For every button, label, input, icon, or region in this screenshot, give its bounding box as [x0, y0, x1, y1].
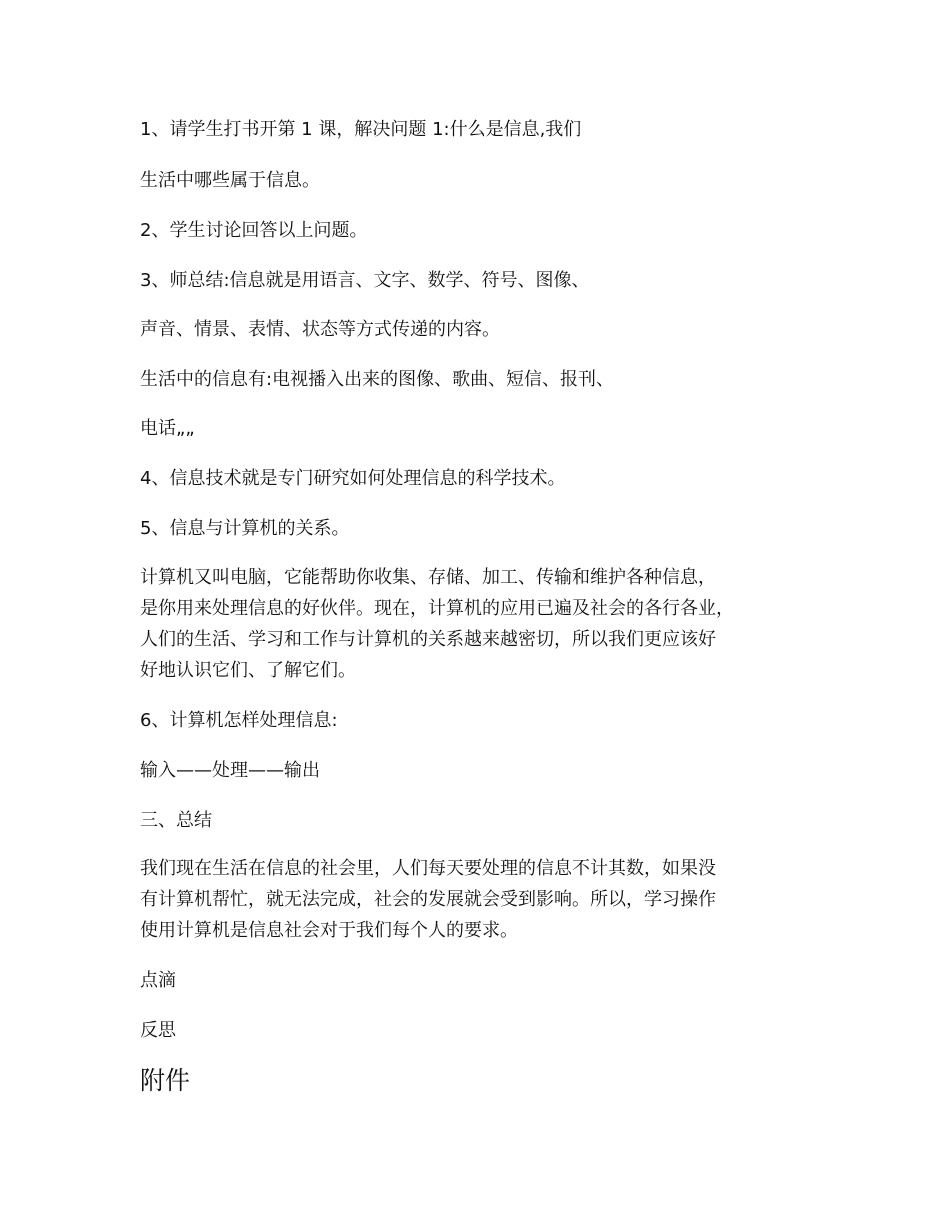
paragraph-line: 使用计算机是信息社会对于我们每个人的要求。 [140, 920, 518, 941]
text-line-12: 三、总结 [140, 810, 212, 831]
text-line-3: 2、学生讨论回答以上问题。 [140, 220, 368, 241]
paragraph-line: 有计算机帮忙，就无法完成，社会的发展就会受到影响。所以，学习操作 [140, 889, 716, 910]
paragraph-line: 人们的生活、学习和工作与计算机的关系越来越密切，所以我们更应该好 [140, 629, 716, 650]
text-line-9: 5、信息与计算机的关系。 [140, 518, 350, 539]
text-line-14: 反思 [140, 1020, 176, 1041]
paragraph-line: 计算机又叫电脑，它能帮助你收集、存储、加工、传输和维护各种信息， [140, 567, 716, 588]
paragraph-line: 是你用来处理信息的好伙伴。现在，计算机的应用已遍及社会的各行各业， [140, 598, 734, 619]
text-line-6: 生活中的信息有:电视播入出来的图像、歌曲、短信、报刊、 [140, 369, 615, 390]
paragraph-line: 我们现在生活在信息的社会里，人们每天要处理的信息不计其数，如果没 [140, 858, 716, 879]
text-line-5: 声音、情景、表情、状态等方式传递的内容。 [140, 319, 500, 340]
paragraph-computer-relation [140, 562, 840, 686]
text-line-1: 1、请学生打书开第 1 课，解决问题 1:什么是信息,我们 [140, 119, 582, 140]
text-line-13: 点滴 [140, 970, 176, 991]
text-line-8: 4、信息技术就是专门研究如何处理信息的科学技术。 [140, 468, 566, 489]
text-line-10: 6、计算机怎样处理信息: [140, 710, 338, 731]
attachment-heading: 附件 [140, 1066, 191, 1095]
text-line-7: 电话„„ [140, 418, 195, 439]
text-line-2: 生活中哪些属于信息。 [140, 170, 320, 191]
paragraph-line: 好地认识它们、了解它们。 [140, 660, 356, 681]
text-line-11: 输入——处理——输出 [140, 760, 320, 781]
text-line-4: 3、师总结:信息就是用语言、文字、数学、符号、图像、 [140, 270, 590, 291]
paragraph-summary [140, 853, 840, 946]
